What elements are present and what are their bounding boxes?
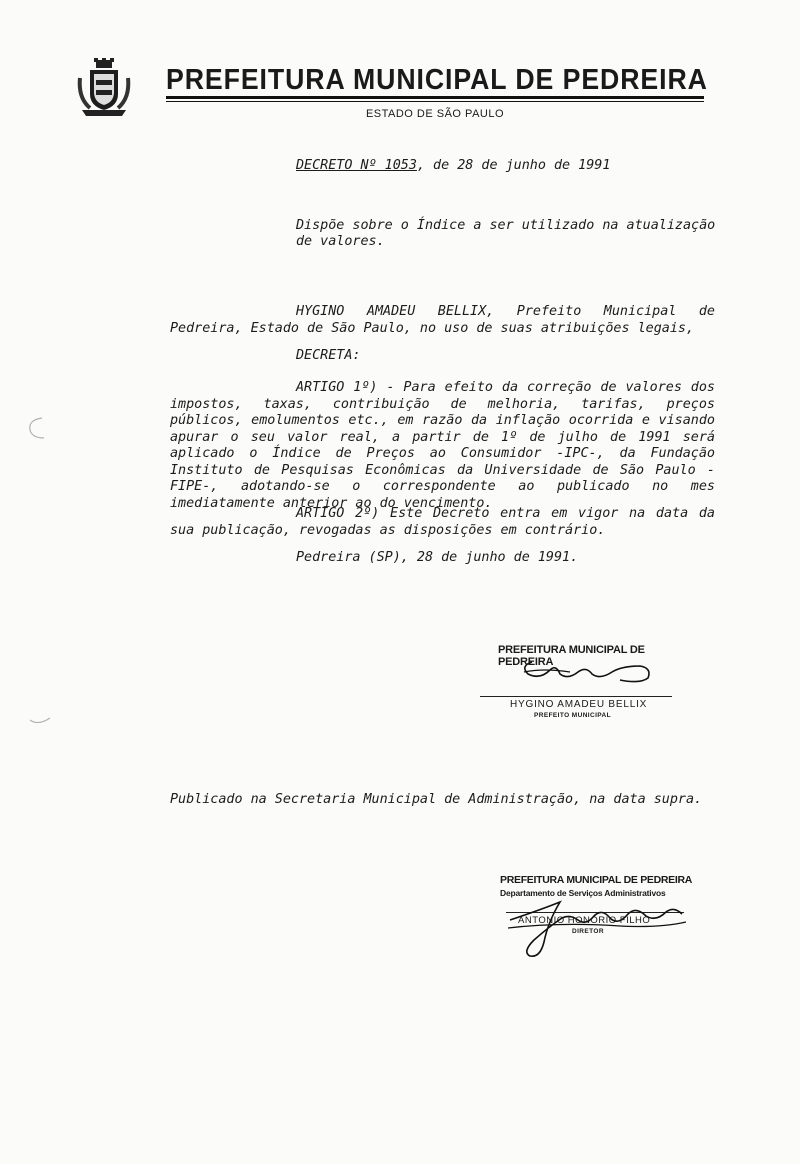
mayor-stamp-org: PREFEITURA MUNICIPAL DE PEDREIRA xyxy=(498,644,645,668)
director-stamp-org: PREFEITURA MUNICIPAL DE PEDREIRA xyxy=(500,874,693,886)
decree-article-2: ARTIGO 2º) Este Decreto entra em vigor na data da sua publicação, revogadas as disposições em contrário. xyxy=(170,506,715,538)
header-subtitle: ESTADO DE SÃO PAULO xyxy=(365,108,505,120)
mayor-stamp-role: PREFEITO MUNICIPAL xyxy=(534,712,612,719)
coat-of-arms-icon xyxy=(76,58,132,120)
mayor-stamp-name: HYGINO AMADEU BELLIX xyxy=(510,699,648,710)
decree-intro: HYGINO AMADEU BELLIX, Prefeito Municipal de Pedreira, Estado de São Paulo, no uso de suas atribuições legais, xyxy=(170,304,715,336)
director-stamp-dept: Departamento de Serviços Administrativos xyxy=(500,888,666,898)
decree-ementa: Dispõe sobre o Índice a ser utilizado na atualização de valores. xyxy=(296,218,716,249)
mayor-signature xyxy=(500,656,660,686)
header-title: PREFEITURA MUNICIPAL DE PEDREIRA xyxy=(166,64,708,96)
decree-place-date: Pedreira (SP), 28 de junho de 1991. xyxy=(296,550,579,565)
director-signature xyxy=(500,892,690,964)
decree-title xyxy=(296,158,610,173)
scan-mark xyxy=(22,414,46,442)
header-rule xyxy=(166,96,704,99)
publication-note: Publicado na Secretaria Municipal de Administração, na data supra. xyxy=(170,792,703,807)
decree-decreta: DECRETA: xyxy=(296,348,361,363)
director-stamp-name: ANTONIO HONORIO FILHO xyxy=(518,915,651,926)
decree-article-1: ARTIGO 1º) - Para efeito da correção de valores dos impostos, taxas, contribuição de melhoria, tarifas, preços públicos, emolumentos etc., em razão da inflação ocorrida e visando apurar o seu valor real, a partir de 1º de julho de 1991 será aplicado o Índice de Preços ao Consumidor -IPC-, da Fundação Instituto de Pesquisas Econômicas da Universidade de São Paulo -FIPE-, adotando-se o correspondente ao publicado no mes imediatamente anterior ao do vencimento. xyxy=(170,380,715,511)
scan-mark-2 xyxy=(28,712,52,728)
director-stamp-role: DIRETOR xyxy=(572,928,604,935)
decree-date: , de 28 de junho de 1991 xyxy=(416,158,611,173)
decree-number: DECRETO Nº 1053 xyxy=(296,158,417,173)
header-rule-thin xyxy=(166,101,704,102)
mayor-signature-line xyxy=(480,696,672,697)
